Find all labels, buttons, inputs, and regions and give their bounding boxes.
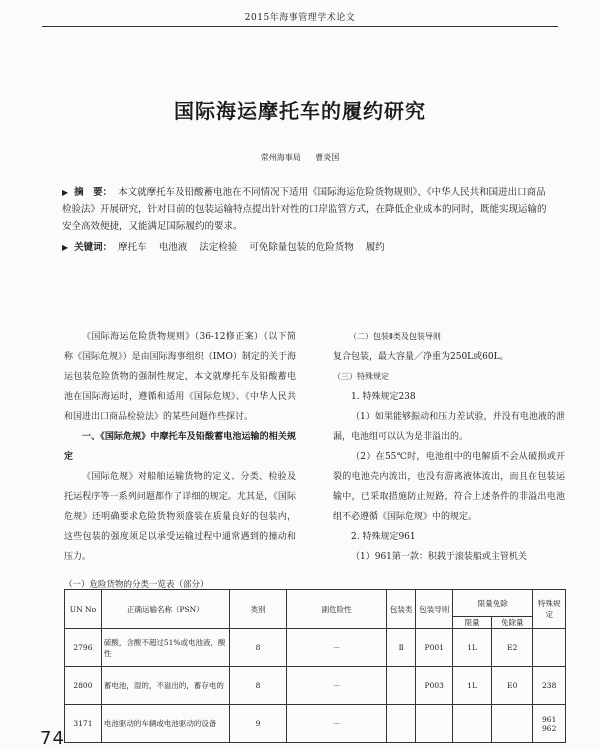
cell-subsidiary: － — [287, 705, 387, 743]
keyword: 摩托车 — [118, 242, 147, 253]
cell-special — [533, 629, 566, 667]
keyword: 法定检验 — [199, 242, 238, 253]
header-un-no: UN No — [65, 590, 102, 629]
keywords-label: 关键词： — [74, 242, 113, 253]
right-column — [333, 327, 565, 567]
dangerous-goods-table — [64, 589, 566, 743]
cell-packing-instruction — [416, 705, 453, 743]
keyword: 履约 — [365, 242, 385, 253]
left-column — [64, 327, 296, 567]
running-header: 2015年海事管理学术论文 — [244, 13, 356, 23]
cell-class: 9 — [229, 705, 286, 743]
cell-name: 硫酸，含酸不超过51%或电池液，酸性 — [101, 629, 229, 667]
subsection-heading: （二）包装Ⅱ类及包装导则 — [349, 332, 441, 341]
abstract — [62, 184, 554, 235]
header-packing-group: 包装类 — [387, 590, 416, 629]
author-name: 曹炎国 — [315, 153, 340, 162]
cell-name: 蓄电池，湿的，不溢出的，蓄存电的 — [101, 667, 229, 705]
cell-limited-qty: 1L — [453, 667, 492, 705]
cell-class: 8 — [229, 629, 286, 667]
cell-un: 2800 — [65, 667, 102, 705]
body-paragraph: 《国际危规》对船舶运输货物的定义、分类、检验及托运程序等一系列问题都作了详细的规定。尤其是，《国际危规》还明确要求危险货物须盛装在质量良好的包装内，这些包装的强度须足以承受运输过程中通常遇到的撞动和压力。 — [64, 472, 296, 562]
keywords — [62, 239, 554, 256]
header-special-provision: 特殊规定 — [533, 590, 566, 629]
cell-name: 电池驱动的车辆或电池驱动的设备 — [101, 705, 229, 743]
subsection-heading: （三）特殊规定 — [333, 372, 389, 381]
header-class: 类别 — [229, 590, 286, 629]
list-item: 2. 特殊规定961 — [351, 532, 416, 542]
cell-subsidiary: － — [287, 667, 387, 705]
intro-paragraph: 《国际海运危险货物规则》（36-12修正案）（以下简称《国际危规》）是由国际海事组织（IMO）制定的关于海运包装危险货物的强制性规定，本文就摩托车及铅酸蓄电池在国际海运时，遵循和适用《国际危规》、《中华人民共和国进出口商品检验法》的某些问题作些探讨。 — [64, 332, 296, 422]
cell-subsidiary: － — [287, 629, 387, 667]
paper-title: 国际海运摩托车的履约研究 — [174, 99, 426, 123]
keyword: 电池液 — [158, 242, 188, 253]
cell-un: 3171 — [65, 705, 102, 743]
cell-limited-qty: 1L — [453, 629, 492, 667]
header-packing-instruction: 包装导则 — [416, 590, 453, 629]
table-row — [65, 667, 566, 705]
cell-packing-group — [387, 667, 416, 705]
cell-packing-group — [387, 705, 416, 743]
cell-packing-group: Ⅱ — [387, 629, 416, 667]
cell-exempted-qty: E2 — [492, 629, 533, 667]
author-affiliation: 常州海事局 — [260, 153, 301, 162]
cell-special: 238 — [533, 667, 566, 705]
header-subsidiary-risk: 副危险性 — [287, 590, 387, 629]
triangle-bullet-icon: ▶ — [62, 188, 69, 197]
cell-limited-qty — [453, 705, 492, 743]
cell-class: 8 — [229, 667, 286, 705]
keyword: 可免除量包装的危险货物 — [249, 242, 354, 253]
author-line — [0, 152, 600, 163]
page-number: 74 — [40, 728, 65, 749]
header-exempted-qty: 免除量 — [492, 617, 533, 629]
header-rule — [42, 26, 558, 27]
header-psn: 正确运输名称（PSN） — [101, 590, 229, 629]
header-limited-exempted: 限量免除 — [453, 590, 533, 617]
section-heading: 一、《国际危规》中摩托车及铅酸蓄电池运输的相关规定 — [64, 432, 296, 462]
cell-packing-instruction: P001 — [416, 629, 453, 667]
triangle-bullet-icon: ▶ — [62, 243, 69, 252]
cell-special: 961 962 — [533, 705, 566, 743]
cell-packing-instruction: P003 — [416, 667, 453, 705]
header-limited-qty: 限量 — [453, 617, 492, 629]
list-item: 1. 特殊规定238 — [351, 392, 416, 402]
cell-exempted-qty — [492, 705, 533, 743]
abstract-text: 本文就摩托车及铅酸蓄电池在不同情况下适用《国际海运危险货物规则》、《中华人民共和国进出口商品检验法》开展研究，针对目前的包装运输特点提出针对性的口岸监管方式，在降低企业成本的同时，既能实现运输的安全高效便捷，又能满足国际履约的要求。 — [62, 187, 547, 232]
body-paragraph: （2）在55℃时，电池组中的电解质不会从破损或开裂的电池壳内流出，也没有游离液体流出，而且在包装运输中，已采取措施防止短路，符合上述条件的非溢出电池组不必遵循《国际危规》中的规定。 — [333, 452, 565, 522]
body-line: 复合包装，最大容量／净重为250L或60L。 — [333, 352, 509, 362]
table-row — [65, 705, 566, 743]
body-paragraph: （1）如果能够振动和压力差试验，并没有电池液的泄漏，电池组可以认为是非溢出的。 — [333, 412, 565, 442]
abstract-label: 摘 要： — [74, 187, 113, 198]
cell-exempted-qty: E0 — [492, 667, 533, 705]
table-row — [65, 629, 566, 667]
cell-un: 2796 — [65, 629, 102, 667]
table-caption: （一）危险货物的分类一览表（部分） — [64, 580, 209, 590]
body-paragraph: （1）961第一款：积载于滚装船或主管机关 — [351, 552, 527, 562]
